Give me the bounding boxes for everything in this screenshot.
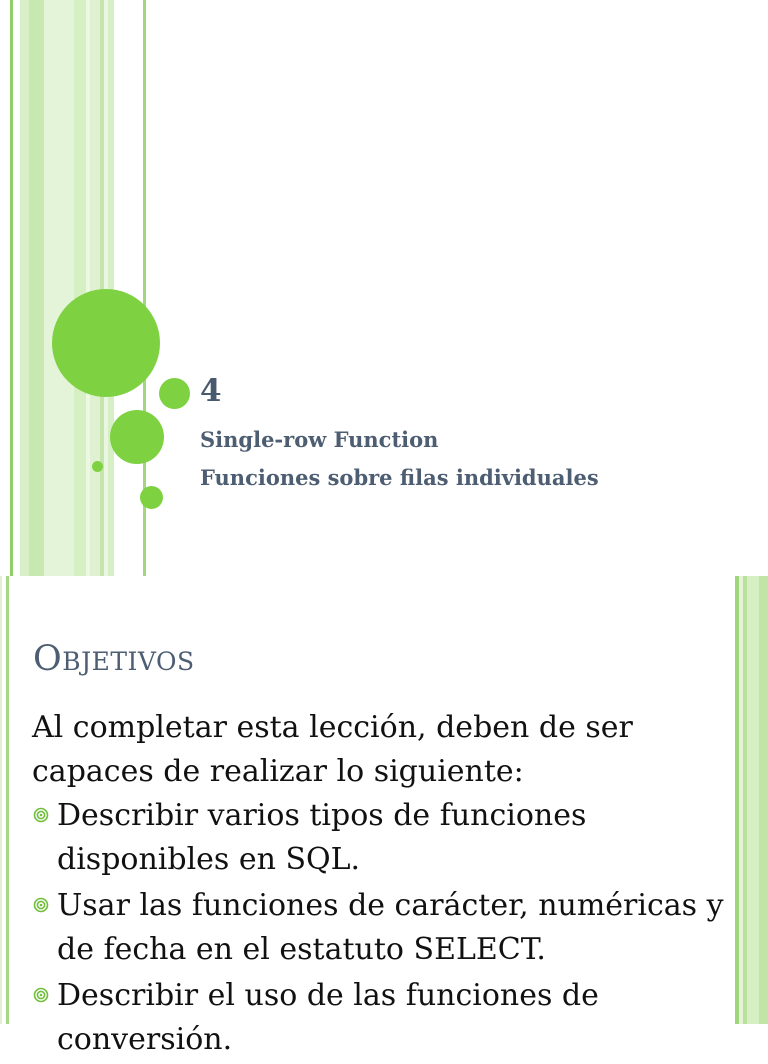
decorative-circle-small [140, 486, 163, 509]
decorative-stripe [747, 576, 759, 1024]
list-item [32, 974, 732, 1062]
decorative-circle-medium [110, 410, 164, 464]
objectives-list [32, 794, 732, 1064]
decorative-stripe [6, 576, 9, 1024]
decorative-stripe [108, 0, 114, 576]
slide-heading: Objetivos [33, 639, 195, 679]
chapter-number: 4 [200, 373, 222, 409]
list-item [32, 794, 732, 882]
decorative-stripe [759, 576, 768, 1024]
decorative-circle-tiny [92, 461, 103, 472]
decorative-stripe [0, 576, 2, 1024]
objectives-slide [0, 576, 768, 1057]
list-item [32, 884, 732, 972]
list-item-text: Describir varios tipos de funciones disponibles en SQL. [57, 798, 587, 877]
decorative-stripe [20, 0, 29, 576]
decorative-stripe [90, 0, 100, 576]
bullseye-bullet-icon [33, 807, 49, 823]
list-item-text: Usar las funciones de carácter, numéricas y de fecha en el estatuto SELECT. [57, 888, 724, 967]
chapter-title-spanish: Funciones sobre filas individuales [200, 465, 599, 490]
list-item-text: Describir el uso de las funciones de conversión. [57, 978, 599, 1057]
decorative-stripe [74, 0, 86, 576]
intro-text: Al completar esta lección, deben de ser capaces de realizar lo siguiente: [32, 710, 633, 789]
decorative-stripe [29, 0, 44, 576]
decorative-stripe [44, 0, 74, 576]
decorative-circle-large [52, 289, 160, 397]
chapter-title-english: Single-row Function [200, 427, 439, 452]
decorative-circle-small [159, 378, 190, 409]
bullseye-bullet-icon [33, 987, 49, 1003]
decorative-stripe [10, 0, 13, 576]
bullseye-bullet-icon [33, 897, 49, 913]
